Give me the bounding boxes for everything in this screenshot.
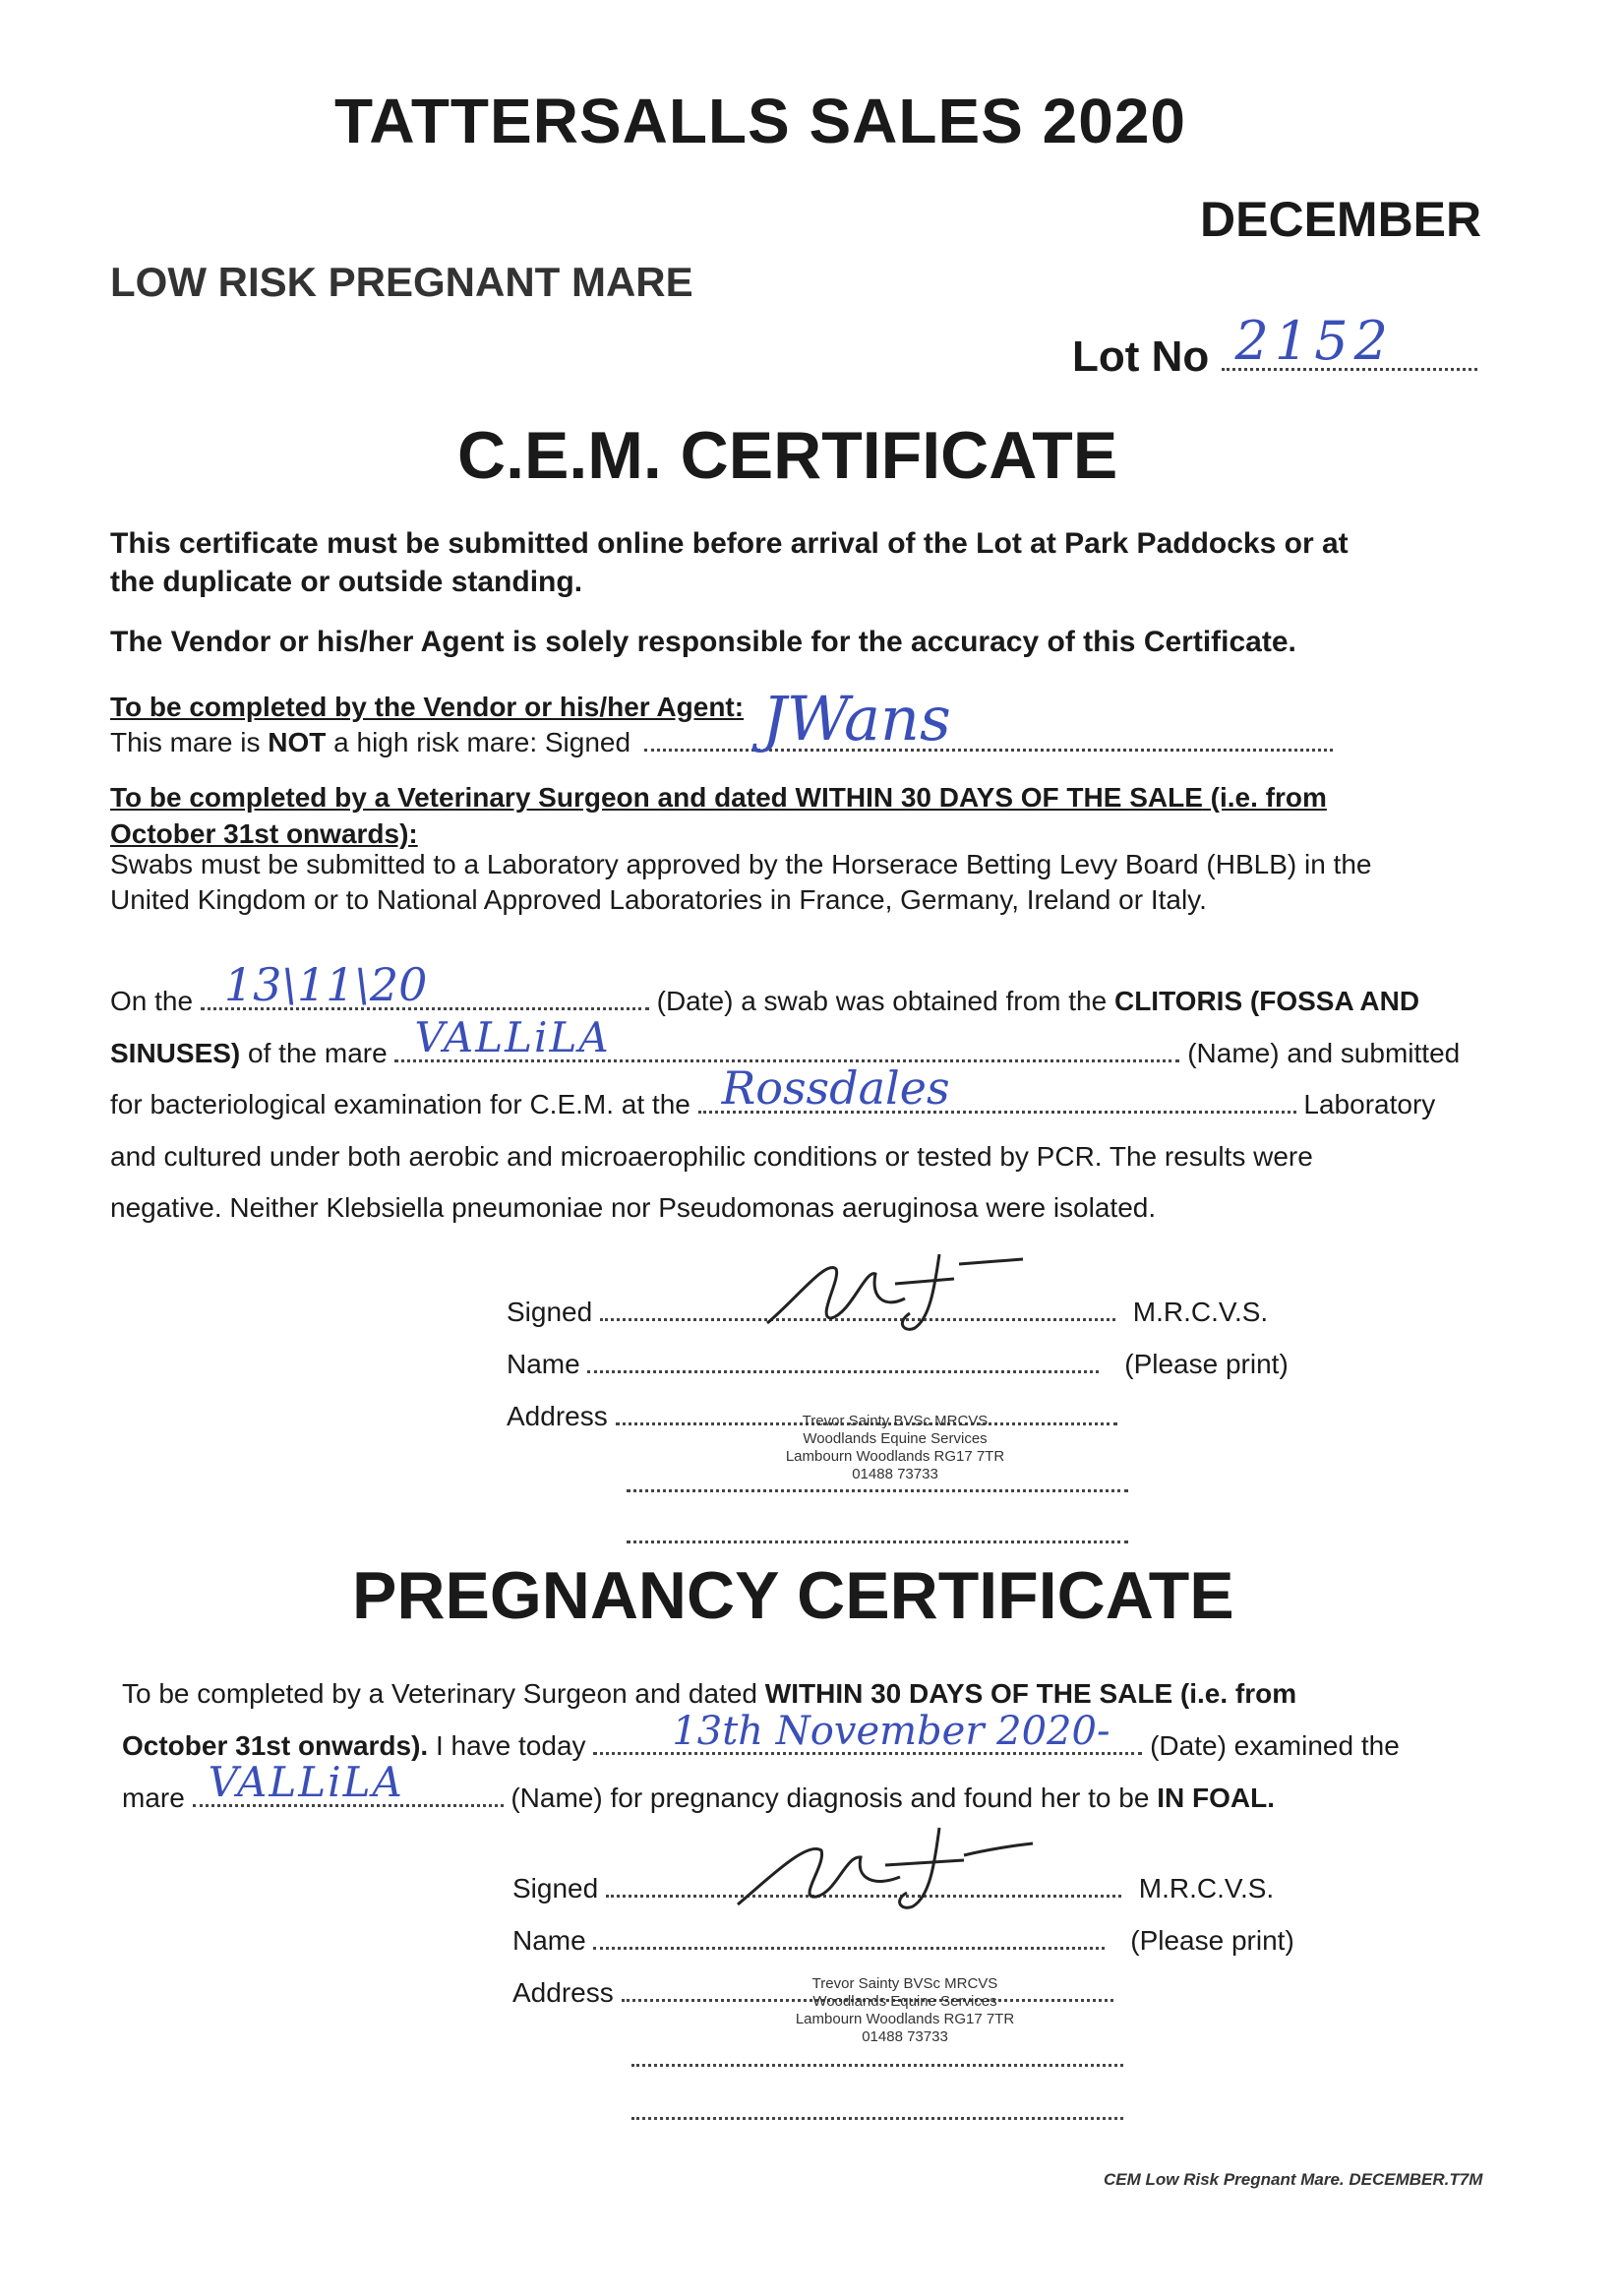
cem-address-line: Address	[507, 1401, 1117, 1432]
pregnancy-vet-stamp: Trevor Sainty BVSc MRCVS Woodlands Equine Services Lambourn Woodlands RG17 7TR 01488 73733	[795, 1975, 1015, 2045]
form-reference: CEM Low Risk Pregnant Mare. DECEMBER.T7M	[1104, 2170, 1483, 2189]
lot-number-field	[1072, 310, 1477, 382]
pregnancy-mare-name-value: VALLiLA	[208, 1758, 404, 1806]
mare-category: LOW RISK PREGNANT MARE	[110, 259, 693, 305]
negative-statement: negative. Neither Klebsiella pneumoniae nor Pseudomonas aeruginosa were isolated.	[110, 1192, 1157, 1223]
pregnancy-heading: PREGNANCY CERTIFICATE	[352, 1558, 1234, 1633]
vendor-declaration: This mare is NOT a high risk mare: Signed JWans	[110, 727, 1333, 758]
pregnancy-name-line: Name (Please print)	[512, 1925, 1294, 1956]
vendor-signature: JWans	[761, 683, 951, 755]
pregnancy-vet-signature	[728, 1816, 1043, 1914]
exam-date-value: 13th November 2020-	[672, 1709, 1110, 1754]
mare-name-line: SINUSES) of the mare VALLiLA (Name) and submitted	[110, 1013, 1461, 1068]
sale-month: DECEMBER	[1200, 192, 1482, 247]
pregnancy-line1: To be completed by a Veterinary Surgeon and dated WITHIN 30 DAYS OF THE SALE (i.e. from	[122, 1678, 1297, 1709]
swab-date-value: 13\11\20	[223, 958, 428, 1011]
vet-section-heading: To be completed by a Veterinary Surgeon and dated WITHIN 30 DAYS OF THE SALE (i.e. from	[110, 782, 1327, 813]
cem-intro-line1: This certificate must be submitted online before arrival of the Lot at Park Paddocks or at	[110, 527, 1349, 560]
swab-instructions-line2: United Kingdom or to National Approved Laboratories in France, Germany, Ireland or Italy.	[110, 884, 1207, 915]
document-title: TATTERSALLS SALES 2020	[334, 86, 1186, 156]
pregnancy-signed-line: Signed M.R.C.V.S.	[512, 1873, 1275, 1903]
laboratory-name-value: Rossdales	[721, 1061, 950, 1115]
cem-vet-stamp: Trevor Sainty BVSc MRCVS Woodlands Equine Services Lambourn Woodlands RG17 7TR 01488 73733	[785, 1413, 1005, 1482]
pregnancy-address-line: Address	[512, 1977, 1113, 2009]
pregnancy-line3: mare VALLiLA (Name) for pregnancy diagnosis and found her to be IN FOAL.	[122, 1758, 1275, 1813]
cem-intro-line2: the duplicate or outside standing.	[110, 566, 583, 598]
cem-heading: C.E.M. CERTIFICATE	[457, 418, 1118, 493]
cem-mare-name-value: VALLiLA	[414, 1013, 611, 1061]
culture-statement: and cultured under both aerobic and microaerophilic conditions or tested by PCR. The results were	[110, 1141, 1313, 1172]
swab-instructions-line1: Swabs must be submitted to a Laboratory approved by the Horserace Betting Levy Board (HBLB) in the	[110, 849, 1372, 879]
lot-label: Lot No	[1072, 332, 1210, 381]
pregnancy-line2: October 31st onwards). I have today 13th November 2020- (Date) examined the	[122, 1709, 1400, 1761]
laboratory-line: for bacteriological examination for C.E.M. at the Rossdales Laboratory	[110, 1061, 1436, 1119]
vet-section-heading-cont: October 31st onwards):	[110, 818, 418, 849]
swab-date-line: On the 13\11\20 (Date) a swab was obtained from the CLITORIS (FOSSA AND	[110, 958, 1420, 1016]
cem-name-line: Name (Please print)	[507, 1349, 1289, 1379]
cem-vet-signature	[757, 1239, 1033, 1338]
lot-number-value: 2152	[1234, 310, 1394, 372]
vendor-section-heading: To be completed by the Vendor or his/her Agent:	[110, 692, 745, 722]
cem-intro-line3: The Vendor or his/her Agent is solely responsible for the accuracy of this Certificate.	[110, 626, 1296, 658]
cem-signed-line: Signed M.R.C.V.S.	[507, 1297, 1269, 1327]
